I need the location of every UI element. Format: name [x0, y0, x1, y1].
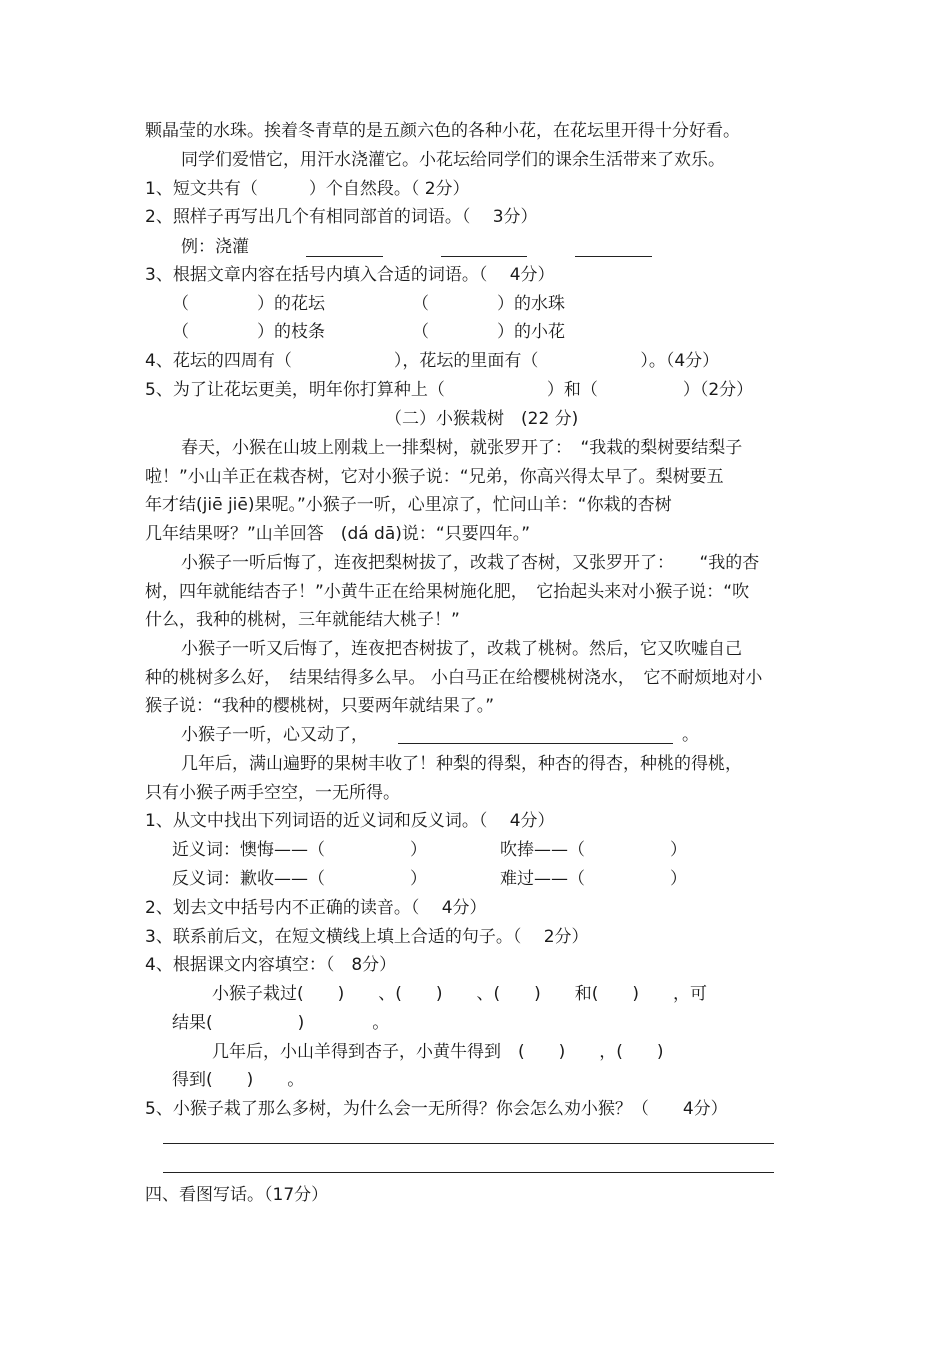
story-fill-blank[interactable] [398, 743, 673, 744]
passage-line: 颗晶莹的水珠。挨着冬青草的是五颜六色的各种小花，在花坛里开得十分好看。 [145, 121, 740, 141]
story-line: 几年结果呀？”山羊回答 (dá dā)说：“只要四年。” [145, 524, 531, 544]
story-line: 树，四年就能结杏子！”小黄牛正在给果树施化肥， 它抬起头来对小猴子说：“吹 [145, 582, 750, 602]
synonym-item: 近义词：懊悔——（ ） [172, 840, 427, 860]
story-line: 几年后，满山遍野的果树丰收了！种梨的得梨，种杏的得杏，种桃的得桃， [181, 754, 742, 774]
question-4-fill: 小猴子栽过( ) 、( ) 、( ) 和( ) ，可 [212, 984, 708, 1004]
story-line: 小猴子一听后悔了，连夜把梨树拔了，改栽了杏树，又张罗开了： “我的杏 [181, 553, 760, 573]
passage-line: 同学们爱惜它，用汗水浇灌它。小花坛给同学们的课余生活带来了欢乐。 [181, 150, 725, 170]
story-line: 小猴子一听又后悔了，连夜把杏树拔了，改栽了桃树。然后，它又吹嘘自己 [181, 639, 742, 659]
question-1: 1、短文共有（ ）个自然段。（ 2分） [145, 179, 470, 199]
antonym-item: 反义词：歉收——（ ） [172, 869, 427, 889]
question-3-item: （ ）的花坛 [172, 294, 325, 314]
story-line: 小猴子一听，心又动了， [181, 725, 368, 745]
answer-blank[interactable] [306, 256, 383, 257]
question-2: 2、照样子再写出几个有相同部首的词语。（ 3分） [145, 207, 538, 227]
story-line: 春天，小猴在山坡上刚栽上一排梨树，就张罗开了： “我栽的梨树要结梨子 [181, 438, 743, 458]
story-line: 什么，我种的桃树，三年就能结大桃子！” [145, 610, 460, 630]
question-3: 3、根据文章内容在括号内填入合适的词语。（ 4分） [145, 265, 555, 285]
synonym-item: 吹捧——（ ） [500, 840, 687, 860]
question-2-example: 例：浇灌 [181, 237, 249, 257]
story-line-end: 。 [682, 725, 699, 745]
antonym-item: 难过——（ ） [500, 869, 687, 889]
story-line: 猴子说：“我种的樱桃树，只要两年就结果了。” [145, 696, 495, 716]
section-title: （二）小猴栽树 (22 分) [385, 409, 579, 429]
question-4: 4、根据课文内容填空：（ 8分） [145, 955, 397, 975]
story-line: 啦！”小山羊正在栽杏树，它对小猴子说：“兄弟，你高兴得太早了。梨树要五 [145, 467, 724, 487]
question-1: 1、从文中找出下列词语的近义词和反义词。（ 4分） [145, 811, 555, 831]
answer-line[interactable] [163, 1143, 774, 1144]
answer-blank[interactable] [441, 256, 527, 257]
question-2: 2、划去文中括号内不正确的读音。（ 4分） [145, 898, 487, 918]
question-3: 3、联系前后文，在短文横线上填上合适的句子。（ 2分） [145, 927, 589, 947]
question-5: 5、为了让花坛更美，明年你打算种上（ ）和（ ）（2分） [145, 380, 754, 400]
question-5: 5、小猴子栽了那么多树，为什么会一无所得？你会怎么劝小猴？（ 4分） [145, 1099, 728, 1119]
question-4-fill: 结果( ) 。 [172, 1013, 390, 1033]
question-4-fill: 几年后，小山羊得到杏子，小黄牛得到 ( ) ，( ) [212, 1042, 664, 1062]
story-line: 种的桃树多么好， 结果结得多么早。 小白马正在给樱桃树浇水， 它不耐烦地对小 [145, 668, 763, 688]
question-3-item: （ ）的小花 [412, 322, 565, 342]
story-line: 只有小猴子两手空空，一无所得。 [145, 783, 400, 803]
question-4-fill: 得到( ) 。 [172, 1070, 305, 1090]
question-4: 4、花坛的四周有（ ），花坛的里面有（ ）。（4分） [145, 351, 720, 371]
story-line: 年才结(jiē jiē)果呢。”小猴子一听，心里凉了，忙问山羊：“你栽的杏树 [145, 495, 672, 515]
question-3-item: （ ）的水珠 [412, 294, 565, 314]
section-title: 四、看图写话。（17分） [145, 1185, 329, 1205]
answer-line[interactable] [163, 1172, 774, 1173]
answer-blank[interactable] [575, 256, 652, 257]
question-3-item: （ ）的枝条 [172, 322, 325, 342]
